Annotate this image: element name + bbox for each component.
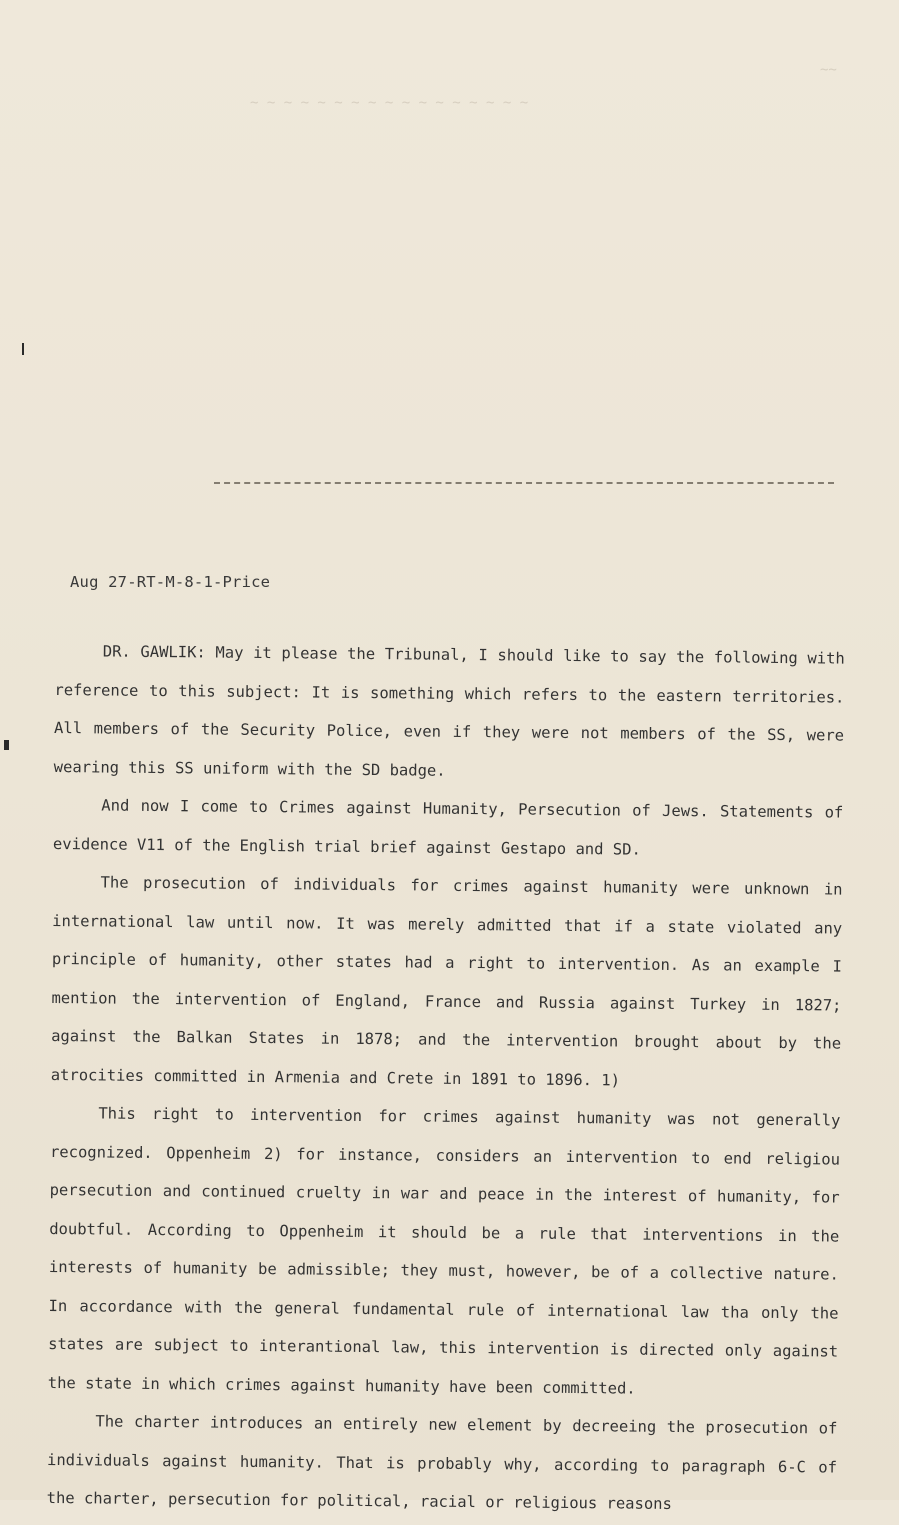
bleed-through-text: ~~: [820, 62, 837, 78]
paragraph: The prosecution of individuals for crimes against humanity were unknown in international law until now. It was merely admitted that if a state violated any principle of humanity, other states had a right to intervention. As an example I mention the intervention of England, France and Russia against Turkey in 1827; against the Balkan States in 1878; and the intervention brought about by the atrocities committed in Armenia and Crete in 1891 to 1896. 1): [50, 873, 843, 1089]
document-reference: Aug 27-RT-M-8-1-Price: [70, 573, 271, 591]
paragraph: DR. GAWLIK: May it please the Tribunal, I should like to say the following with reference to this subject: It is something which refers to the eastern territories. All members of the Security Police, even if they were not members of the SS, were wearing this SS uniform with the SD badge.: [53, 642, 845, 780]
document-body: [46, 632, 844, 1525]
margin-mark: [22, 343, 24, 355]
paragraph: The charter introduces an entirely new element by decreeing the prosecution of individuals against humanity. That is probably why, according to paragraph 6-C of the charter, persecution for political, racial or religious reasons: [46, 1412, 838, 1513]
margin-mark: [4, 740, 9, 750]
separator-line: [214, 482, 834, 484]
paragraph: This right to intervention for crimes against humanity was not generally recognized. Oppenheim 2) for instance, considers an intervention to end religiou persecution and continued cruelty in war and peace in the interest of humanity, for doubtful. According to Oppenheim it should be a rule that interventions in the interests of humanity be admissible; they must, however, be of a collective nature. In accordance with the general fundamental rule of international law tha only the states are subject to interantional law, this intervention is directed only against the state in which crimes against humanity have been committed.: [47, 1104, 841, 1398]
bleed-through-text: ~ ~ ~ ~ ~ ~ ~ ~ ~ ~ ~ ~ ~ ~ ~ ~ ~: [250, 95, 529, 111]
paragraph: And now I come to Crimes against Humanity, Persecution of Jews. Statements of evidence V11 of the English trial brief against Gestapo and SD.: [52, 796, 844, 859]
